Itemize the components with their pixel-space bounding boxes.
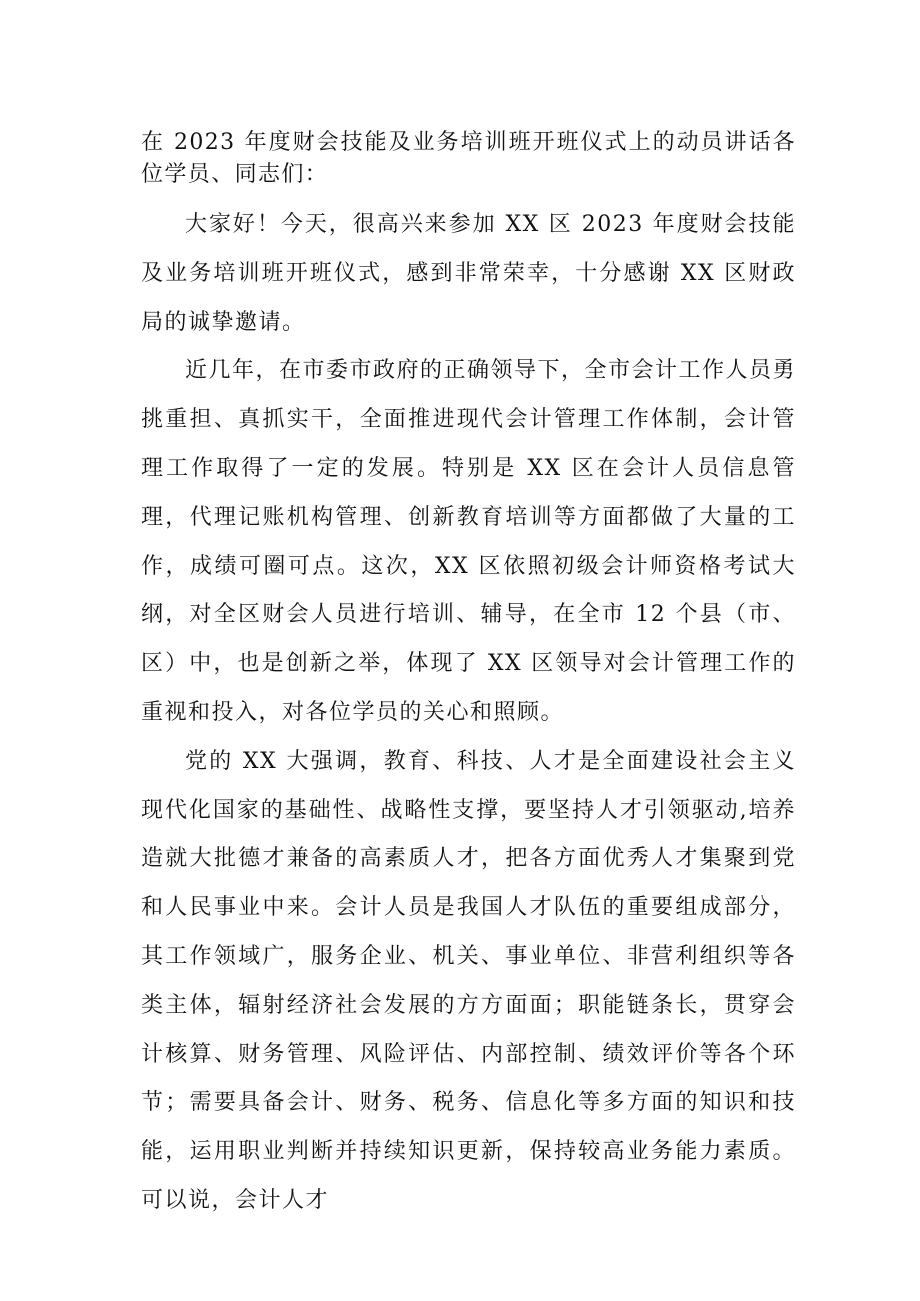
paragraph-greeting: 大家好！今天，很高兴来参加 XX 区 2023 年度财会技能及业务培训班开班仪式，感到非常荣幸，十分感谢 XX 区财政局的诚挚邀请。 [141, 212, 796, 335]
document-body [141, 127, 796, 1226]
paragraph-talent: 党的 XX 大强调，教育、科技、人才是全面建设社会主义现代化国家的基础性、战略性支撑，要坚持人才引领驱动,培养造就大批德才兼备的高素质人才，把各方面优秀人才集聚到党和人民事业中来。会计人员是我国人才队伍的重要组成部分，其工作领域广，服务企业、机关、事业单位、非营利组织等各类主体，辐射经济社会发展的方方面面；职能链条长，贯穿会计核算、财务管理、风险评估、内部控制、绩效评价等各个环节；需要具备会计、财务、税务、信息化等多方面的知识和技能，运用职业判断并持续知识更新，保持较高业务能力素质。可以说，会计人才 [141, 748, 796, 1213]
paragraph-achievements: 近几年，在市委市政府的正确领导下，全市会计工作人员勇挑重担、真抓实干，全面推进现代会计管理工作体制，会计管理工作取得了一定的发展。特别是 XX 区在会计人员信息管理，代理记账机构管理、创新教育培训等方面都做了大量的工作，成绩可圈可点。这次，XX 区依照初级会计师资格考试大纲，对全区财会人员进行培训、辅导，在全市 12 个县（市、区）中，也是创新之举，体现了 XX 区领导对会计管理工作的重视和投入，对各位学员的关心和照顾。 [141, 358, 797, 725]
speech-heading: 在 2023 年度财会技能及业务培训班开班仪式上的动员讲话各位学员、同志们： [141, 130, 796, 187]
